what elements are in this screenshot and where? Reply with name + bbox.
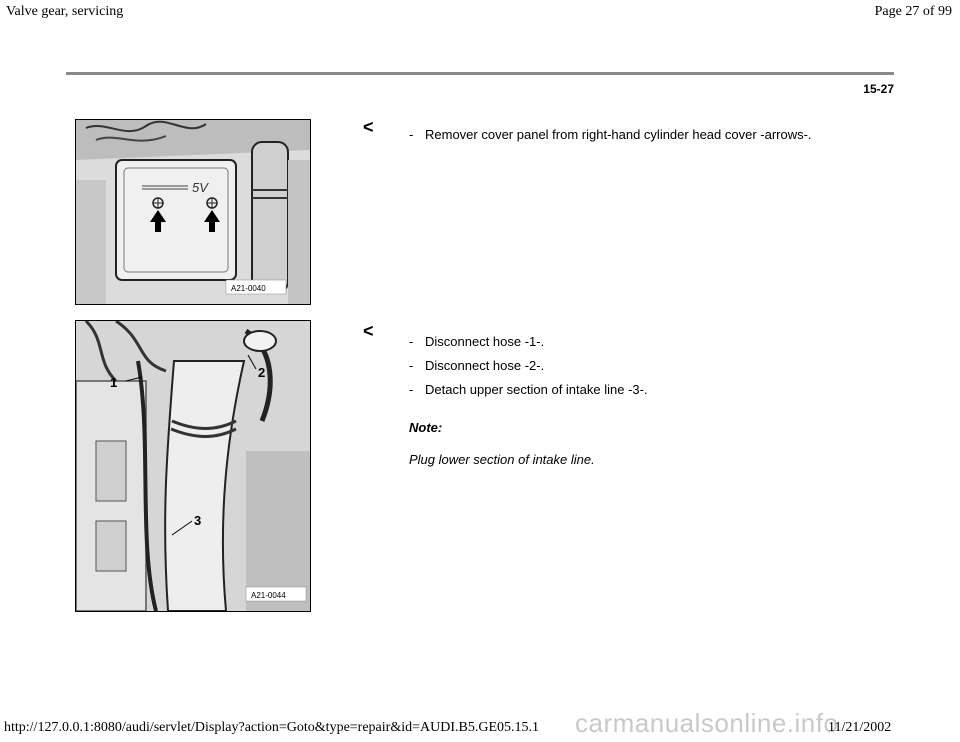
- intake-line-illustration: [76, 321, 310, 611]
- callout-2: 2: [258, 365, 266, 380]
- header-rule: [66, 72, 894, 75]
- note-label: Note:: [409, 420, 443, 435]
- reference-marker: <: [363, 321, 374, 341]
- callout-1: 1: [110, 375, 118, 390]
- figure-cover-panel: [75, 119, 311, 305]
- page-number: 15-27: [863, 82, 894, 96]
- step-item: - Remover cover panel from right-hand cylinder head cover -arrows-.: [409, 127, 812, 142]
- engine-cover-illustration: [76, 120, 310, 304]
- note-text: Plug lower section of intake line.: [409, 452, 595, 467]
- reference-marker: <: [363, 117, 374, 137]
- watermark: carmanualsonline.info: [575, 708, 839, 738]
- step-item: - Disconnect hose -2-.: [409, 358, 545, 373]
- svg-text:5V: 5V: [192, 180, 208, 195]
- document-title: Valve gear, servicing: [6, 4, 124, 19]
- step-item: - Disconnect hose -1-.: [409, 334, 545, 349]
- callout-3: 3: [194, 513, 202, 528]
- figure-intake-hoses: [75, 320, 311, 612]
- footer-date: 11/21/2002: [828, 720, 892, 735]
- figure-label: A21-0040: [231, 284, 266, 293]
- figure-label: A21-0044: [251, 591, 286, 600]
- footer-url: http://127.0.0.1:8080/audi/servlet/Display?action=Goto&type=repair&id=AUDI.B5.GE05.15.1: [4, 720, 539, 735]
- page-indicator: Page 27 of 99: [874, 4, 952, 19]
- step-item: - Detach upper section of intake line -3-.: [409, 382, 648, 397]
